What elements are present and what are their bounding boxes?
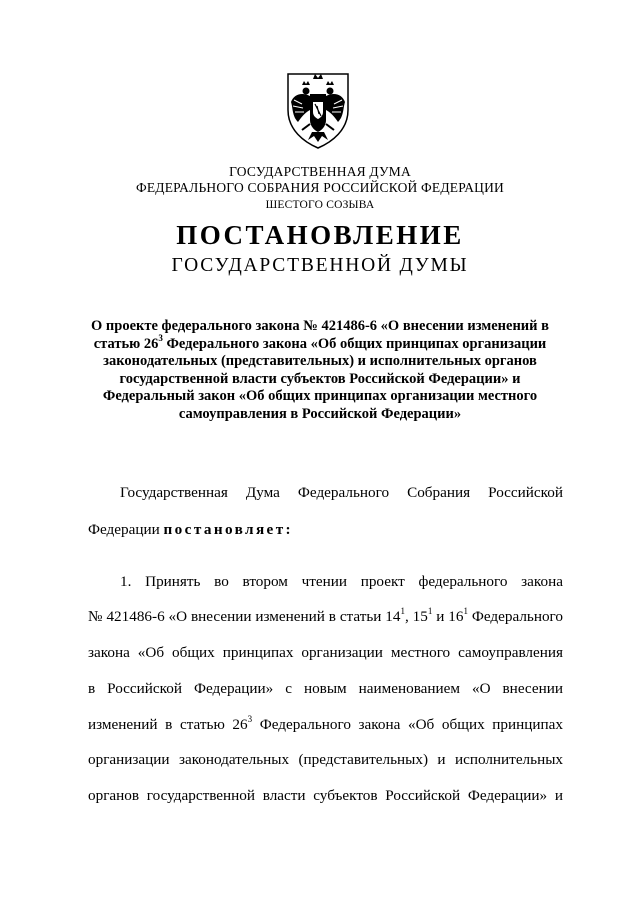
- item-line: 1. Принять во втором чтении проект федерального закона: [120, 573, 563, 590]
- item-line: организации законодательных (представительных) и исполнительных: [88, 751, 563, 768]
- item-line: [88, 608, 563, 626]
- item-line: [88, 716, 563, 734]
- document-title: ПОСТАНОВЛЕНИЕ: [176, 220, 464, 250]
- coat-of-arms-emblem: [280, 70, 356, 150]
- document-subtitle: ГОСУДАРСТВЕННОЙ ДУМЫ: [171, 255, 469, 276]
- header-line-convocation: ШЕСТОГО СОЗЫВА: [265, 199, 375, 211]
- item-line: в Российской Федерации» с новым наименованием «О внесении: [88, 680, 563, 697]
- item-line: закона «Об общих принципах организации местного самоуправления: [88, 644, 563, 661]
- superscript: 1: [427, 606, 433, 616]
- subject-text: статью 26: [93, 335, 159, 352]
- preamble-line: [88, 521, 293, 539]
- item-text: , 15: [405, 608, 428, 625]
- superscript: 3: [158, 332, 163, 343]
- item-text: Федерального закона «Об общих принципах: [252, 716, 563, 733]
- subject-line: Федеральный закон «Об общих принципах организации местного: [102, 388, 538, 405]
- item-text: изменений в статью 26: [88, 716, 248, 733]
- superscript: 3: [247, 714, 253, 724]
- item-text: Федерального: [467, 608, 563, 625]
- decree-verb: постановляет:: [163, 521, 294, 538]
- superscript: 1: [463, 606, 468, 616]
- header-line-duma: ГОСУДАРСТВЕННАЯ ДУМА: [229, 164, 411, 179]
- subject-line: государственной власти субъектов Российской Федерации» и: [119, 370, 521, 387]
- resolution-subject: [80, 318, 560, 424]
- preamble-line: Государственная Дума Федерального Собрания Российской: [120, 484, 563, 501]
- superscript: 1: [400, 606, 405, 616]
- subject-line: О проекте федерального закона № 421486-6 «О внесении изменений в: [91, 318, 549, 334]
- subject-line: законодательных (представительных) и исполнительных органов: [103, 353, 537, 370]
- item-line: органов государственной власти субъектов Российской Федерации» и: [88, 787, 563, 804]
- subject-line: самоуправления в Российской Федерации»: [178, 405, 462, 422]
- item-text: № 421486-6 «О внесении изменений в статьи 14: [88, 608, 401, 625]
- subject-line: [80, 332, 560, 354]
- subject-text: Федерального закона «Об общих принципах организации: [162, 335, 547, 352]
- item-text: и 16: [432, 608, 464, 625]
- preamble-text: Федерации: [88, 521, 164, 538]
- header-line-assembly: ФЕДЕРАЛЬНОГО СОБРАНИЯ РОССИЙСКОЙ ФЕДЕРАЦИИ: [136, 180, 504, 195]
